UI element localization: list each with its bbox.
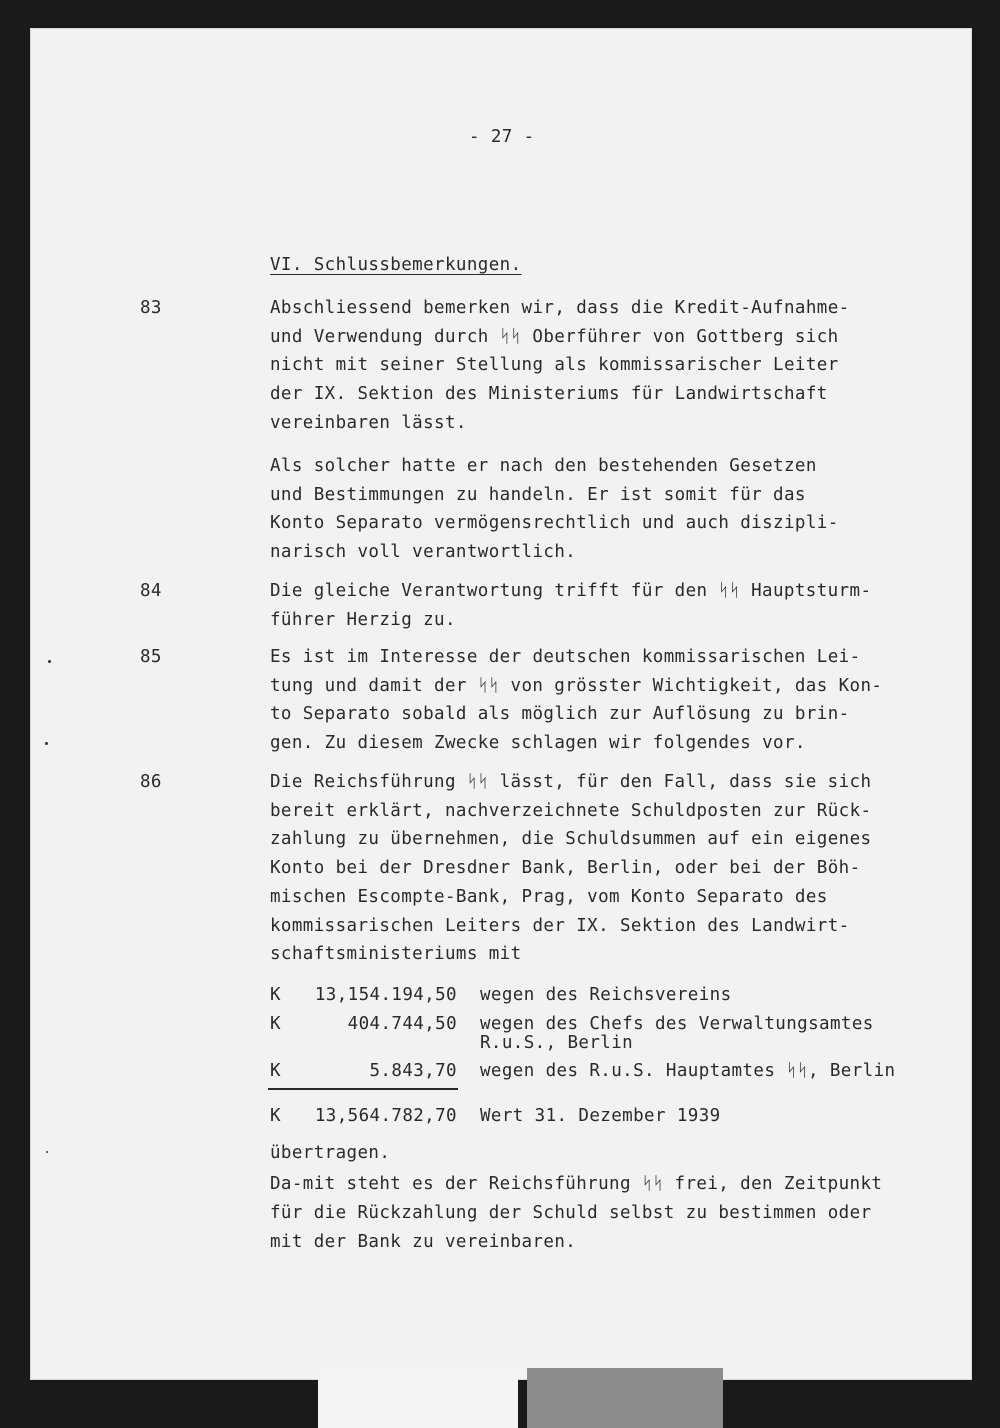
margin-speck [48,660,51,663]
page-number: - 27 - [469,127,535,147]
paragraph-line: kommissarischen Leiters der IX. Sektion des Landwirt- [270,915,850,936]
paragraph-line: schaftsministeriums mit [270,944,522,965]
amount-value: 5.843,70 [369,1061,457,1081]
scan-strip-white [318,1368,518,1428]
paragraph-line: gen. Zu diesem Zwecke schlagen wir folgendes vor. [270,733,806,754]
closing-line: übertragen. [270,1143,391,1163]
paragraph-number: 85 [140,647,162,667]
paragraph-line: Die Reichsführung ᛋᛋ lässt, für den Fall, dass sie sich [270,772,872,792]
amount-currency: K [270,985,281,1005]
paragraph-line: und Bestimmungen zu handeln. Er ist somit für das [270,484,806,505]
closing-line: mit der Bank zu vereinbaren. [270,1232,577,1252]
amount-description: R.u.S., Berlin [480,1033,634,1053]
paragraph-line: Als solcher hatte er nach den bestehenden Gesetzen [270,456,817,476]
paragraph-line: Konto Separato vermögensrechtlich und auch diszipli- [270,513,839,534]
paragraph-line: nicht mit seiner Stellung als kommissarischer Leiter [270,355,839,376]
amount-description: wegen des Chefs des Verwaltungsamtes [480,1014,874,1034]
paragraph-line: mischen Escompte-Bank, Prag, vom Konto Separato des [270,886,828,907]
scan-strip-gray [527,1368,723,1428]
paragraph-number: 86 [140,772,162,792]
total-description: Wert 31. Dezember 1939 [480,1106,721,1126]
amount-value: 404.744,50 [347,1014,457,1034]
amount-description: wegen des R.u.S. Hauptamtes ᛋᛋ, Berlin [480,1061,896,1081]
total-currency: K [270,1106,281,1126]
paragraph-line: Konto bei der Dresdner Bank, Berlin, oder bei der Böh- [270,858,861,879]
paragraph-line: führer Herzig zu. [270,609,456,630]
paragraph-line: vereinbaren lässt. [270,412,467,433]
total-value: 13,564.782,70 [314,1106,457,1126]
amount-value: 13,154.194,50 [314,985,457,1005]
paragraph-line: bereit erklärt, nachverzeichnete Schuldposten zur Rück- [270,800,872,821]
section-heading: VI. Schlussbemerkungen. [270,255,522,275]
paragraph-number: 84 [140,581,162,601]
margin-speck [46,1151,48,1153]
paragraph-line: zahlung zu übernehmen, die Schuldsummen auf ein eigenes [270,829,872,850]
paragraph-line: to Separato sobald als möglich zur Auflösung zu brin- [270,704,850,725]
paragraph-line: tung und damit der ᛋᛋ von grösster Wichtigkeit, das Kon- [270,675,883,696]
paragraph-number: 83 [140,298,162,318]
closing-line: Da-mit steht es der Reichsführung ᛋᛋ frei, den Zeitpunkt [270,1174,883,1194]
amount-description: wegen des Reichsvereins [480,985,732,1005]
closing-line: für die Rückzahlung der Schuld selbst zu bestimmen oder [270,1203,872,1223]
paragraph-line: Die gleiche Verantwortung trifft für den ᛋᛋ Hauptsturm- [270,581,872,601]
sum-rule [268,1088,458,1090]
paragraph-line: und Verwendung durch ᛋᛋ Oberführer von Gottberg sich [270,326,839,347]
margin-speck [45,742,48,745]
amount-currency: K [270,1061,281,1081]
paragraph-line: narisch voll verantwortlich. [270,542,577,563]
paragraph-line: der IX. Sektion des Ministeriums für Landwirtschaft [270,384,828,405]
paragraph-line: Abschliessend bemerken wir, dass die Kredit-Aufnahme- [270,298,850,318]
amount-currency: K [270,1014,281,1034]
paragraph-line: Es ist im Interesse der deutschen kommissarischen Lei- [270,647,861,667]
